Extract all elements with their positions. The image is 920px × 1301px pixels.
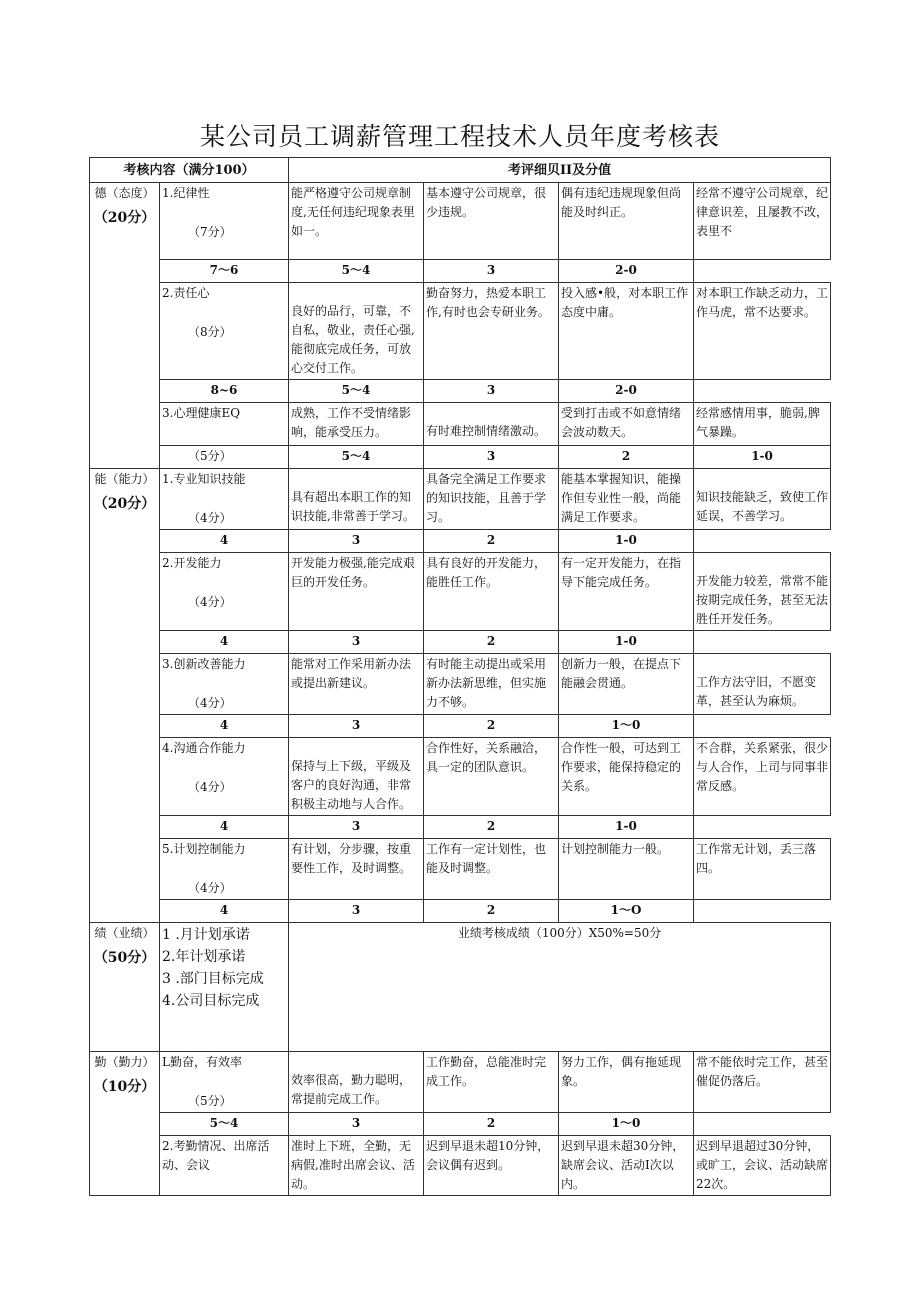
table-row bbox=[90, 1052, 831, 1113]
desc-cell: 计划控制能力一般。 bbox=[559, 839, 694, 900]
item-name: 5.计划控制能力 bbox=[162, 842, 246, 856]
desc-cell: 能严格遵守公司规章制度,无任何违纪现象表里如一。 bbox=[289, 183, 424, 260]
score-cell: 4 bbox=[160, 715, 289, 738]
item-cell bbox=[160, 469, 289, 530]
category-label: 能（能力） bbox=[94, 472, 155, 486]
list-item: 2.年计划承诺 bbox=[162, 949, 246, 965]
desc-cell: 开发能力极强,能完成艰巨的开发任务。 bbox=[289, 553, 424, 631]
desc-cell bbox=[289, 1052, 424, 1113]
score-row bbox=[90, 530, 831, 553]
header-content: 考核内容（满分100） bbox=[90, 158, 289, 183]
list-item: 3 .部门目标完成 bbox=[162, 971, 264, 987]
desc-text: 知识技能缺乏，致使工作延误，不善学习。 bbox=[696, 490, 829, 523]
list-item: 1 .月计划承诺 bbox=[162, 927, 250, 943]
item-weight: （8分） bbox=[188, 325, 232, 339]
score-row bbox=[90, 715, 831, 738]
score-cell: 3 bbox=[289, 900, 424, 923]
score-cell: 8~6 bbox=[160, 380, 289, 403]
category-label: 绩（业绩） bbox=[94, 926, 155, 940]
desc-cell: 合作性好，关系融洽，具一定的团队意识。 bbox=[424, 738, 559, 816]
score-cell: 3 bbox=[424, 446, 559, 469]
score-cell: 4 bbox=[160, 631, 289, 654]
header-row bbox=[90, 158, 831, 183]
item-cell bbox=[160, 839, 289, 900]
desc-text: 效率很高，勤力聪明，常提前完成工作。 bbox=[291, 1073, 412, 1106]
score-row bbox=[90, 900, 831, 923]
desc-text: 有时难控制情绪激动。 bbox=[426, 424, 547, 438]
score-cell: 3 bbox=[289, 631, 424, 654]
score-cell: 2-0 bbox=[559, 380, 694, 403]
desc-cell: 有时能主动提出或采用新办法新思维，但实施力不够。 bbox=[424, 654, 559, 715]
item-name: 1.专业知识技能 bbox=[162, 472, 246, 486]
score-cell: 7～6 bbox=[160, 260, 289, 283]
score-cell: 5～4 bbox=[289, 260, 424, 283]
table-row bbox=[90, 1136, 831, 1196]
score-cell: 1-0 bbox=[559, 816, 694, 839]
desc-cell bbox=[694, 469, 831, 530]
desc-cell bbox=[289, 283, 424, 380]
desc-cell: 常不能依时完工作，甚至催促仍落后。 bbox=[694, 1052, 831, 1113]
item-name: 4.沟通合作能力 bbox=[162, 741, 246, 755]
item-cell bbox=[160, 1136, 289, 1196]
desc-cell: 合作性一般，可达到工作要求，能保持稳定的关系。 bbox=[559, 738, 694, 816]
item-weight: （7分） bbox=[188, 225, 232, 239]
desc-cell bbox=[289, 469, 424, 530]
score-cell: 2 bbox=[424, 900, 559, 923]
score-cell: 3 bbox=[424, 260, 559, 283]
score-cell: 4 bbox=[160, 816, 289, 839]
desc-text: 工作方法守旧，不愿变革，甚至认为麻烦。 bbox=[696, 675, 817, 708]
item-weight: （5分） bbox=[160, 446, 289, 469]
desc-cell bbox=[289, 738, 424, 816]
category-points: （50分） bbox=[93, 950, 156, 966]
desc-cell: 迟到早退超过30分钟，或旷工，会议、活动缺席22次。 bbox=[694, 1136, 831, 1196]
table-row bbox=[90, 923, 831, 1052]
item-name: 3.心理健康EQ bbox=[162, 406, 241, 420]
category-points: （20分） bbox=[93, 496, 156, 512]
desc-cell: 有计划，分步骤，按重要性工作，及时调整。 bbox=[289, 839, 424, 900]
item-cell bbox=[160, 283, 289, 380]
desc-cell: 成熟，工作不受情绪影响，能承受压力。 bbox=[289, 403, 424, 446]
score-cell: 1～O bbox=[559, 900, 694, 923]
desc-cell: 迟到早退未超30分钟，缺席会议、活动I次以内。 bbox=[559, 1136, 694, 1196]
score-cell: 5～4 bbox=[289, 380, 424, 403]
item-cell bbox=[160, 738, 289, 816]
score-cell: 4 bbox=[160, 900, 289, 923]
score-cell: 3 bbox=[289, 1113, 424, 1136]
category-points: （20分） bbox=[93, 210, 156, 226]
desc-cell: 准时上下班，全勤，无病假,准时出席会议、活动。 bbox=[289, 1136, 424, 1196]
score-cell: 3 bbox=[289, 715, 424, 738]
item-cell bbox=[160, 553, 289, 631]
desc-cell: 具有良好的开发能力，能胜任工作。 bbox=[424, 553, 559, 631]
desc-cell: 勤奋努力，热爱本职工作,有时也会专研业务。 bbox=[424, 283, 559, 380]
desc-cell: 经常不遵守公司规章，纪律意识差，且屡教不改，表里不 bbox=[694, 183, 831, 260]
table-row bbox=[90, 469, 831, 530]
desc-cell: 对本职工作缺乏动力，工作马虎，常不达要求。 bbox=[694, 283, 831, 380]
desc-cell: 工作有一定计划性，也能及时调整。 bbox=[424, 839, 559, 900]
performance-list bbox=[160, 923, 289, 1052]
desc-cell: 迟到早退未超10分钟，会议偶有迟到。 bbox=[424, 1136, 559, 1196]
item-weight: （5分） bbox=[188, 1094, 232, 1108]
score-cell: 2 bbox=[424, 1113, 559, 1136]
category-label: 德（态度） bbox=[94, 186, 155, 200]
header-criteria: 考评细贝II及分值 bbox=[289, 158, 831, 183]
score-cell: 1～0 bbox=[559, 1113, 694, 1136]
desc-cell: 能常对工作采用新办法或提出新建议。 bbox=[289, 654, 424, 715]
score-cell: 5～4 bbox=[289, 446, 424, 469]
item-weight: （4分） bbox=[188, 881, 232, 895]
category-de bbox=[90, 183, 160, 469]
category-ji bbox=[90, 923, 160, 1052]
item-name: 3.创新改善能力 bbox=[162, 657, 246, 671]
desc-cell: 创新力一般，在提点下能融会贯通。 bbox=[559, 654, 694, 715]
performance-result: 业绩考核成绩（100分）X50%=50分 bbox=[289, 923, 831, 1052]
item-cell bbox=[160, 1052, 289, 1113]
category-label: 勤（勤力） bbox=[94, 1055, 155, 1069]
desc-cell: 有一定开发能力，在指导下能完成任务。 bbox=[559, 553, 694, 631]
desc-text: 具有超出本职工作的知识技能,非常善于学习。 bbox=[291, 490, 415, 523]
category-neng bbox=[90, 469, 160, 923]
score-cell: 1～0 bbox=[559, 715, 694, 738]
score-cell: 1-0 bbox=[559, 631, 694, 654]
desc-cell: 工作勤奋，总能准时完成工作。 bbox=[424, 1052, 559, 1113]
score-cell: 5～4 bbox=[160, 1113, 289, 1136]
category-points: （10分） bbox=[93, 1079, 156, 1095]
list-item: 4.公司目标完成 bbox=[162, 993, 260, 1009]
desc-cell: 工作常无计划，丢三落四。 bbox=[694, 839, 831, 900]
desc-cell: 具备完全满足工作要求的知识技能，且善于学习。 bbox=[424, 469, 559, 530]
item-weight: （4分） bbox=[188, 595, 232, 609]
desc-cell: 偶有违纪违规现象但尚能及时纠正。 bbox=[559, 183, 694, 260]
score-cell: 1-0 bbox=[559, 530, 694, 553]
table-row bbox=[90, 738, 831, 816]
score-cell: 3 bbox=[289, 816, 424, 839]
table-row bbox=[90, 553, 831, 631]
item-name: 2.考勤情况、出席活动、会议 bbox=[162, 1139, 270, 1172]
appraisal-table bbox=[89, 157, 831, 1196]
item-weight: （4分） bbox=[188, 696, 232, 710]
score-row bbox=[90, 380, 831, 403]
desc-cell: 经常感情用事，脆弱,脾气暴躁。 bbox=[694, 403, 831, 446]
item-name: 1.纪律性 bbox=[162, 186, 210, 200]
item-weight: （4分） bbox=[188, 511, 232, 525]
score-cell: 4 bbox=[160, 530, 289, 553]
desc-text: 开发能力较差，常常不能按期完成任务，甚至无法胜任开发任务。 bbox=[696, 574, 829, 626]
score-cell: 2 bbox=[424, 631, 559, 654]
score-row bbox=[90, 816, 831, 839]
desc-text: 保持与上下级，平级及客户的良好沟通，非常积极主动地与人合作。 bbox=[291, 759, 412, 811]
table-row bbox=[90, 403, 831, 446]
item-cell bbox=[160, 654, 289, 715]
score-row bbox=[90, 446, 831, 469]
score-cell: 2-0 bbox=[559, 260, 694, 283]
score-row bbox=[90, 631, 831, 654]
item-name: 2.开发能力 bbox=[162, 556, 222, 570]
table-row bbox=[90, 839, 831, 900]
desc-cell bbox=[424, 403, 559, 446]
score-cell: 2 bbox=[424, 816, 559, 839]
desc-cell: 努力工作，偶有拖延现象。 bbox=[559, 1052, 694, 1113]
table-row bbox=[90, 283, 831, 380]
score-row bbox=[90, 260, 831, 283]
desc-text: 良好的品行，可靠，不自私，敬业，责任心强,能彻底完成任务，可放心交付工作。 bbox=[291, 304, 415, 375]
desc-cell: 基本遵守公司规章，很少违规。 bbox=[424, 183, 559, 260]
score-cell: 3 bbox=[289, 530, 424, 553]
item-weight: （4分） bbox=[188, 780, 232, 794]
desc-cell bbox=[694, 654, 831, 715]
category-qin bbox=[90, 1052, 160, 1196]
page-title: 某公司员工调薪管理工程技术人员年度考核表 bbox=[199, 122, 720, 151]
score-row bbox=[90, 1113, 831, 1136]
table-row bbox=[90, 183, 831, 260]
item-cell bbox=[160, 403, 289, 446]
score-cell: 2 bbox=[424, 530, 559, 553]
score-cell: 3 bbox=[424, 380, 559, 403]
item-cell bbox=[160, 183, 289, 260]
item-name: L勤奋，有效率 bbox=[162, 1055, 242, 1069]
score-cell: 1-0 bbox=[694, 446, 831, 469]
table-row bbox=[90, 654, 831, 715]
desc-cell: 能基本掌握知识，能操作但专业性一般，尚能满足工作要求。 bbox=[559, 469, 694, 530]
desc-cell: 不合群，关系紧张，很少与人合作，上司与同事非常反感。 bbox=[694, 738, 831, 816]
score-cell: 2 bbox=[559, 446, 694, 469]
item-name: 2.责任心 bbox=[162, 286, 210, 300]
desc-cell: 受到打击或不如意情绪会波动数天。 bbox=[559, 403, 694, 446]
desc-cell: 投入感•般，对本职工作态度中庸。 bbox=[559, 283, 694, 380]
desc-cell bbox=[694, 553, 831, 631]
score-cell: 2 bbox=[424, 715, 559, 738]
